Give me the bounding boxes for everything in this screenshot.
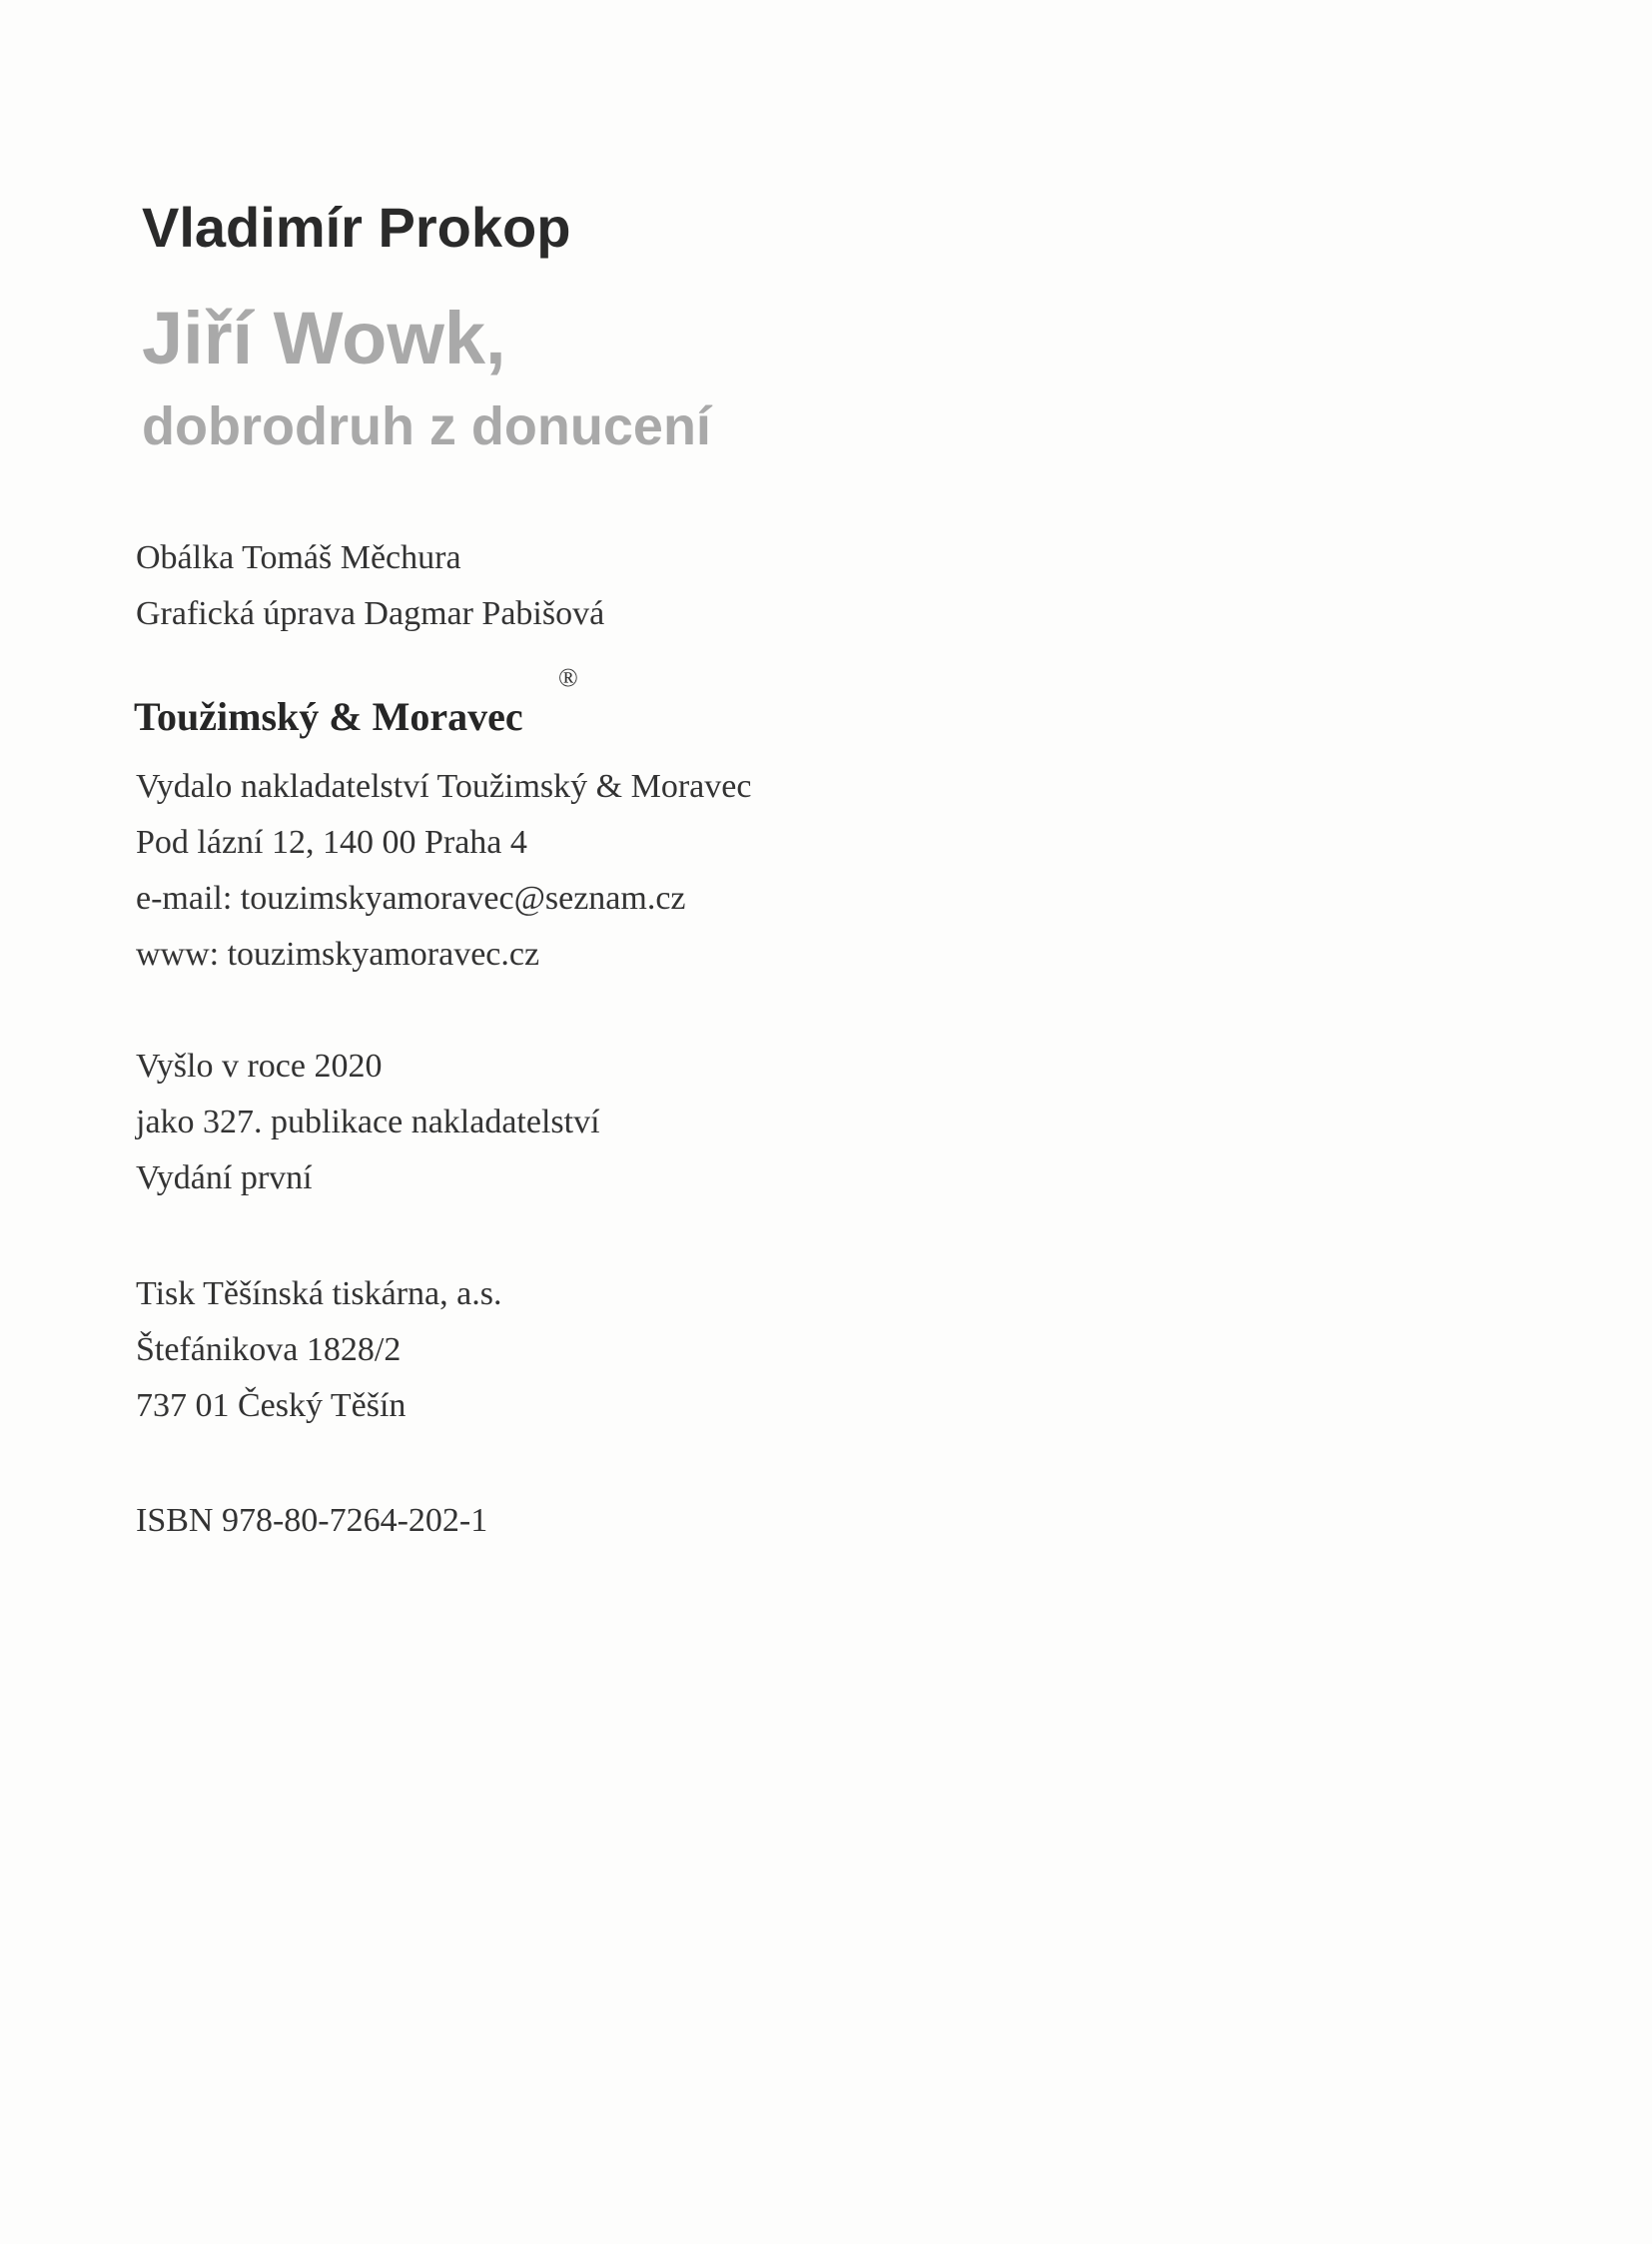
publisher-line: Vydalo nakladatelství Toužimský & Moravec — [136, 768, 752, 805]
credits-block — [136, 530, 604, 642]
layout-credit: Grafická úprava Dagmar Pabišová — [136, 595, 605, 632]
isbn-block — [136, 1493, 487, 1549]
edition-year: Vyšlo v roce 2020 — [136, 1048, 383, 1085]
printer-city: 737 01 Český Těšín — [136, 1387, 407, 1424]
publisher-email: e-mail: touzimskyamoravec@seznam.cz — [136, 880, 686, 917]
edition-number: jako 327. publikace nakladatelství — [136, 1104, 600, 1140]
edition-label: Vydání první — [136, 1159, 313, 1196]
cover-credit: Obálka Tomáš Měchura — [136, 539, 461, 576]
book-subtitle: dobrodruh z donucení — [142, 396, 711, 456]
printer-street: Štefánikova 1828/2 — [136, 1331, 402, 1368]
registered-mark: ® — [558, 663, 578, 692]
publisher-name: Toužimský & Moravec — [134, 694, 523, 739]
isbn-number: ISBN 978-80-7264-202-1 — [136, 1502, 488, 1539]
printer-name: Tisk Těšínská tiskárna, a.s. — [136, 1275, 502, 1312]
printer-info-block — [136, 1266, 501, 1434]
publisher-address: Pod lázní 12, 140 00 Praha 4 — [136, 824, 527, 861]
author-name: Vladimír Prokop — [142, 196, 571, 259]
edition-info-block — [136, 1039, 600, 1206]
book-title: Jiří Wowk, — [142, 297, 506, 379]
publisher-website: www: touzimskyamoravec.cz — [136, 936, 540, 973]
publisher-info-block — [136, 759, 751, 983]
